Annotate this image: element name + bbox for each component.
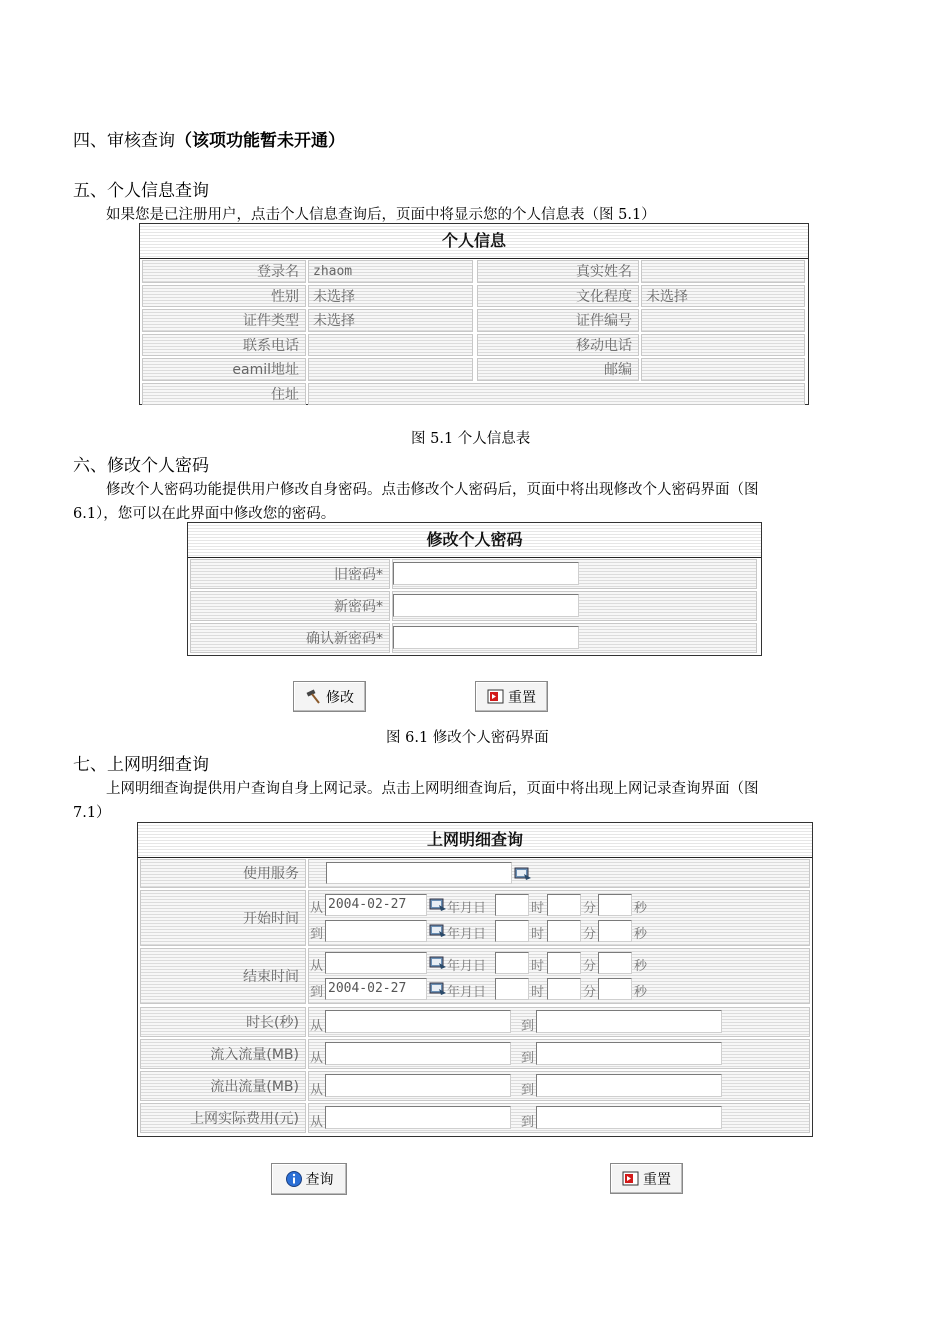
section-7-text-line2: 7.1） [73, 805, 111, 821]
section-4-heading [73, 126, 345, 151]
outflow-from-input[interactable] [325, 1074, 511, 1097]
calendar-icon[interactable] [429, 954, 447, 970]
ymd-label: 年月日 [447, 959, 487, 974]
reset-button-label: 重置 [643, 1171, 671, 1188]
info-label: 住址 [142, 383, 306, 406]
from-to-label: 到 [310, 985, 324, 1000]
service-label: 使用服务 [140, 859, 306, 888]
start-from-minute-input[interactable] [547, 894, 581, 916]
info-label: 性别 [142, 285, 306, 308]
password-field-label: 确认新密码* [190, 623, 390, 653]
reset-icon [487, 689, 505, 705]
end-to-date-input[interactable]: 2004-02-27 [325, 978, 427, 1000]
panel-title: 个人信息 [140, 224, 808, 259]
from-to-label: 到 [310, 927, 324, 942]
end-to-hour-input[interactable] [495, 978, 529, 1000]
info-value [641, 260, 805, 283]
info-label: 联系电话 [142, 334, 306, 357]
hour-label: 时 [531, 985, 545, 1000]
inflow-from-input[interactable] [325, 1042, 511, 1065]
section-7-text-line1: 上网明细查询提供用户查询自身上网记录。点击上网明细查询后，页面中将出现上网记录查询界面（图 [106, 781, 759, 797]
outflow-to-input[interactable] [536, 1074, 722, 1097]
end-from-minute-input[interactable] [547, 952, 581, 974]
panel-title: 上网明细查询 [138, 823, 812, 858]
end-to-minute-input[interactable] [547, 978, 581, 1000]
change-password-panel [187, 522, 762, 656]
calendar-icon[interactable] [429, 980, 447, 996]
minute-label: 分 [583, 959, 597, 974]
modify-button[interactable] [293, 681, 366, 712]
new-password-input[interactable] [393, 594, 579, 617]
info-value [308, 334, 473, 357]
info-value [641, 309, 805, 332]
section-4-note: （该项功能暂未开通） [175, 131, 345, 151]
start-time-label: 开始时间 [140, 890, 306, 946]
fee-from-input[interactable] [325, 1106, 511, 1129]
inflow-label: 流入流量(MB) [140, 1039, 306, 1069]
info-label: 真实姓名 [477, 260, 639, 283]
end-from-hour-input[interactable] [495, 952, 529, 974]
info-label: 登录名 [142, 260, 306, 283]
fee-label: 上网实际费用(元) [140, 1103, 306, 1133]
password-field-label: 旧密码* [190, 559, 390, 589]
end-time-label: 结束时间 [140, 948, 306, 1004]
duration-label: 时长(秒) [140, 1007, 306, 1037]
section-6-text-line1: 修改个人密码功能提供用户修改自身密码。点击修改个人密码后，页面中将出现修改个人密码界面（图 [106, 482, 759, 498]
section-7-heading: 七、上网明细查询 [73, 755, 209, 775]
info-value [641, 358, 805, 381]
outflow-label: 流出流量(MB) [140, 1071, 306, 1101]
ymd-label: 年月日 [447, 901, 487, 916]
password-field-label: 新密码* [190, 591, 390, 621]
info-value: 未选择 [308, 285, 473, 308]
query-button-label: 查询 [305, 1172, 334, 1188]
end-from-date-input[interactable] [325, 952, 427, 974]
info-label: 证件编号 [477, 309, 639, 332]
to-label: 到 [521, 1083, 535, 1098]
modify-button-label: 修改 [326, 689, 354, 706]
to-label: 到 [521, 1019, 535, 1034]
hour-label: 时 [531, 959, 545, 974]
info-value [308, 358, 473, 381]
end-from-second-input[interactable] [598, 952, 632, 974]
old-password-input[interactable] [393, 562, 579, 585]
info-label: eamil地址 [142, 358, 306, 381]
info-value [641, 334, 805, 357]
start-from-hour-input[interactable] [495, 894, 529, 916]
hammer-icon [305, 689, 323, 705]
to-label: 到 [521, 1115, 535, 1130]
duration-from-input[interactable] [325, 1010, 511, 1033]
personal-info-panel [139, 223, 809, 405]
second-label: 秒 [634, 927, 648, 942]
section-4-title: 四、审核查询 [73, 131, 175, 151]
start-to-date-input[interactable] [325, 920, 427, 942]
hour-label: 时 [531, 927, 545, 942]
info-value: 未选择 [308, 309, 473, 332]
section-5-heading: 五、个人信息查询 [73, 181, 209, 201]
second-label: 秒 [634, 985, 648, 1000]
inflow-to-input[interactable] [536, 1042, 722, 1065]
from-to-label: 从 [310, 959, 324, 974]
info-label: 邮编 [477, 358, 639, 381]
from-to-label: 从 [310, 901, 324, 916]
start-to-hour-input[interactable] [495, 920, 529, 942]
from-label: 从 [310, 1051, 324, 1066]
to-label: 到 [521, 1051, 535, 1066]
duration-to-input[interactable] [536, 1010, 722, 1033]
figure-5-1-caption: 图 5.1 个人信息表 [411, 431, 531, 447]
online-detail-query-panel [137, 822, 813, 1137]
query-button[interactable] [271, 1163, 347, 1195]
start-to-minute-input[interactable] [547, 920, 581, 942]
start-from-date-input[interactable]: 2004-02-27 [325, 894, 427, 916]
calendar-icon[interactable] [429, 922, 447, 938]
minute-label: 分 [583, 927, 597, 942]
from-label: 从 [310, 1115, 324, 1130]
reset-password-button[interactable] [475, 681, 548, 712]
fee-to-input[interactable] [536, 1106, 722, 1129]
end-to-second-input[interactable] [598, 978, 632, 1000]
hour-label: 时 [531, 901, 545, 916]
panel-title: 修改个人密码 [188, 523, 761, 558]
reset-button-label: 重置 [508, 689, 536, 706]
second-label: 秒 [634, 959, 648, 974]
service-input[interactable] [326, 862, 512, 884]
section-6-text-line2: 6.1），您可以在此界面中修改您的密码。 [73, 506, 336, 522]
figure-6-1-caption: 图 6.1 修改个人密码界面 [386, 730, 549, 746]
section-5-text: 如果您是已注册用户，点击个人信息查询后，页面中将显示您的个人信息表（图 5.1） [106, 207, 656, 223]
reset-query-button[interactable] [610, 1163, 683, 1194]
start-to-second-input[interactable] [598, 920, 632, 942]
calendar-icon[interactable] [429, 896, 447, 912]
info-label: 文化程度 [477, 285, 639, 308]
ymd-label: 年月日 [447, 985, 487, 1000]
info-value [308, 383, 805, 406]
info-label: 证件类型 [142, 309, 306, 332]
minute-label: 分 [583, 985, 597, 1000]
calendar-icon[interactable] [514, 865, 532, 881]
info-icon [285, 1170, 303, 1188]
info-value: 未选择 [641, 285, 805, 308]
confirm-password-input[interactable] [393, 626, 579, 649]
info-value: zhaom [308, 260, 473, 283]
info-label: 移动电话 [477, 334, 639, 357]
from-label: 从 [310, 1083, 324, 1098]
second-label: 秒 [634, 901, 648, 916]
from-label: 从 [310, 1019, 324, 1034]
section-6-heading: 六、修改个人密码 [73, 456, 209, 476]
reset-icon [622, 1171, 640, 1187]
start-from-second-input[interactable] [598, 894, 632, 916]
minute-label: 分 [583, 901, 597, 916]
ymd-label: 年月日 [447, 927, 487, 942]
